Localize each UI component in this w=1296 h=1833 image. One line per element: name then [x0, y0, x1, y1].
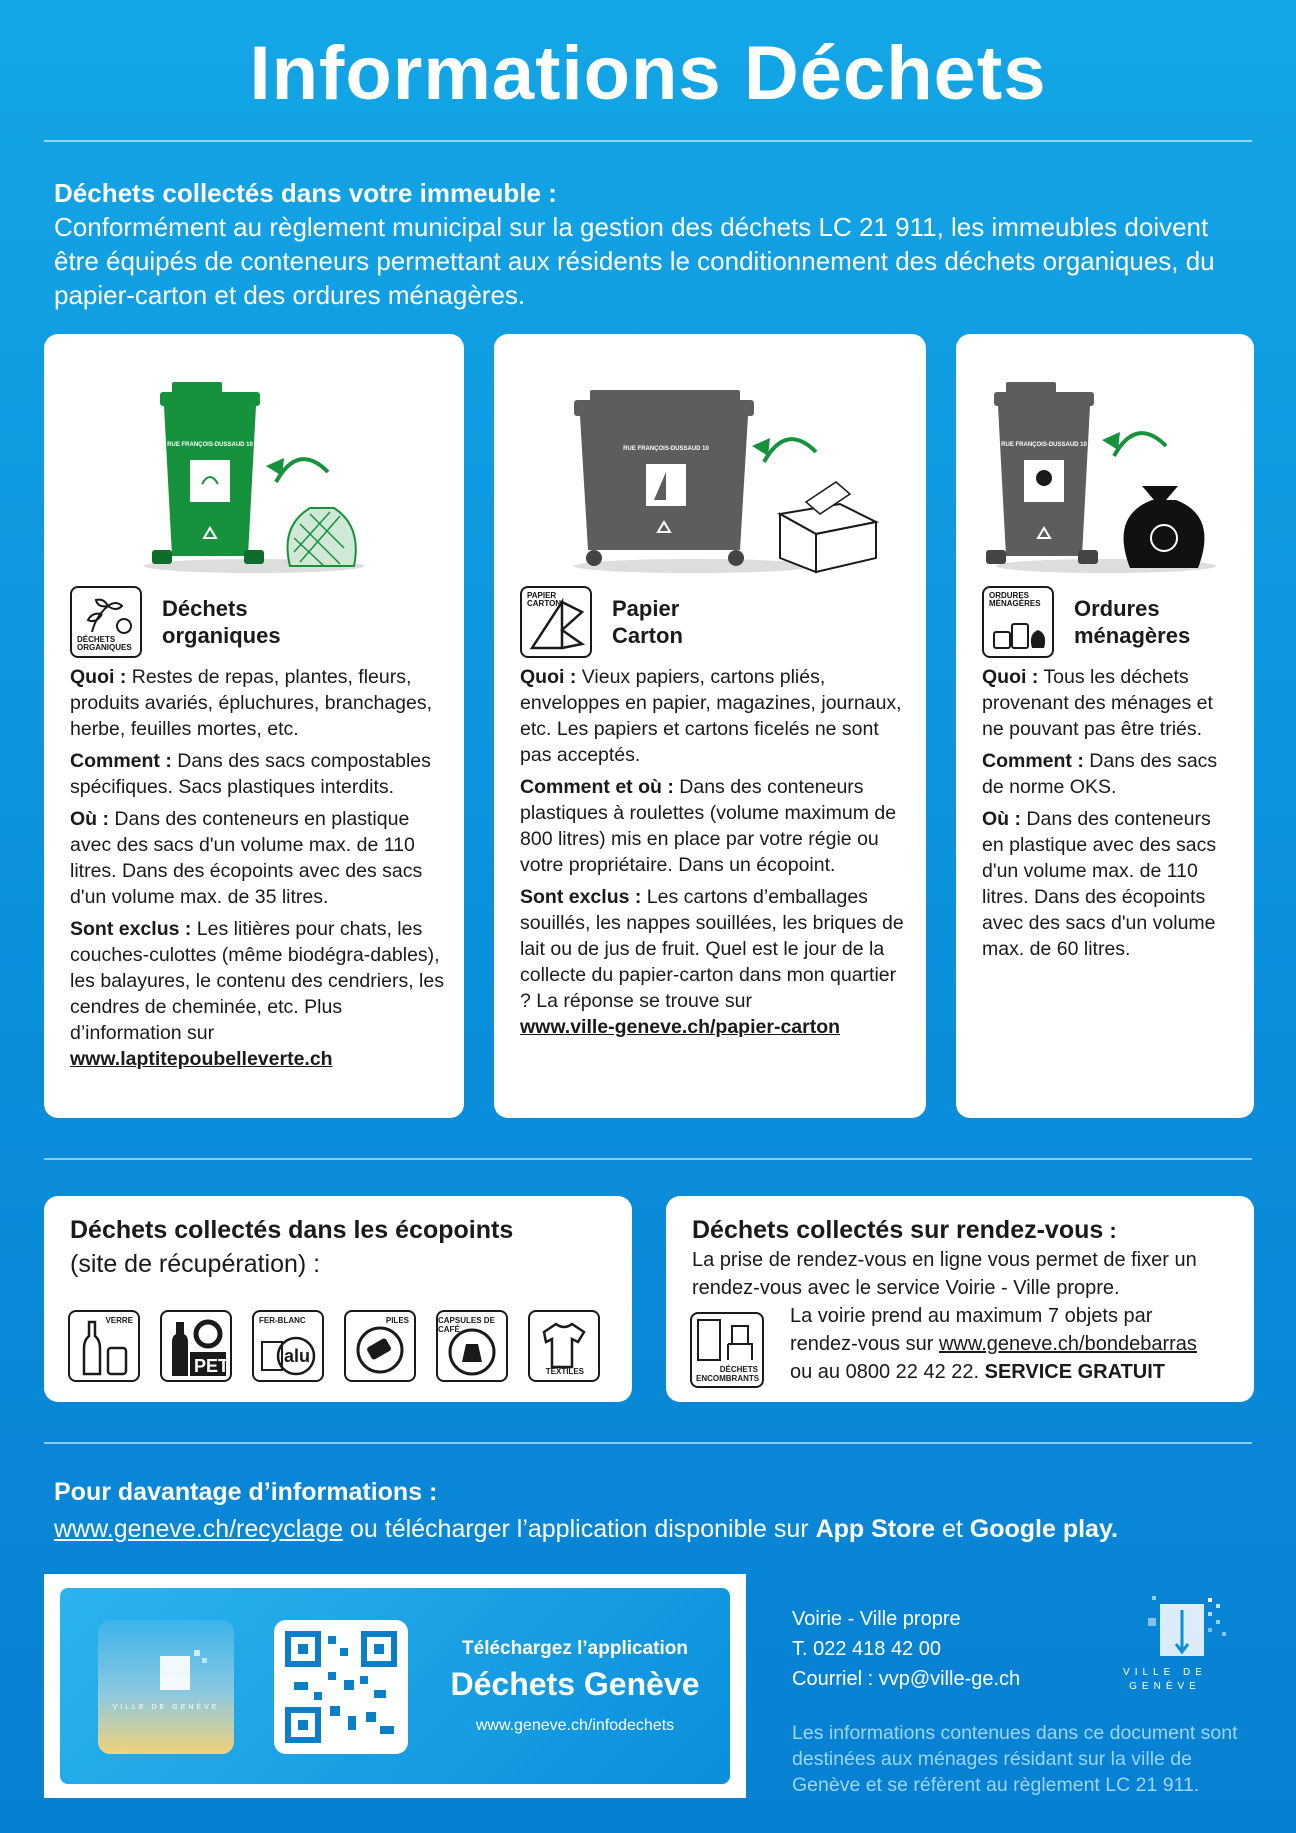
organiques-icon [70, 586, 142, 658]
encombrants-icon [690, 1312, 764, 1388]
ou-key: Où : [70, 808, 109, 830]
ville-geneve-logo [1072, 1588, 1258, 1698]
rdv-line3: ou au 0800 22 42 22. [790, 1361, 985, 1383]
capsules-caption: CAPSULES DE CAFÉ [438, 1316, 495, 1334]
divider [44, 140, 1252, 142]
contact-email[interactable]: Courriel : vvp@ville-ge.ch [792, 1668, 1021, 1690]
piles-icon [344, 1310, 416, 1382]
rdv-title-suffix: : [1103, 1218, 1117, 1243]
divider [44, 1158, 1252, 1160]
grey-container-illustration [494, 354, 926, 584]
quoi-key: Quoi : [982, 666, 1039, 688]
app-logo-text: VILLE DE GENÈVE [112, 1704, 220, 1711]
piles-caption: PILES [385, 1316, 409, 1325]
rdv-text: La prise de rendez-vous en ligne vous permet de fixer un rendez-vous avec le service Voirie - Ville propre. [692, 1249, 1197, 1299]
fer-blanc-alu-icon [252, 1310, 324, 1382]
ordures-icon [982, 586, 1054, 658]
bondebarras-link[interactable]: www.geneve.ch/bondebarras [938, 1333, 1197, 1355]
textiles-icon [528, 1310, 600, 1382]
card-title-2: organiques [162, 623, 281, 648]
comment-key: Comment : [70, 750, 172, 772]
rdv-details [790, 1302, 1197, 1386]
intro-text: Conformément au règlement municipal sur la gestion des déchets LC 21 911, les immeubles doivent être équipés de conteneurs permettant aux résidents le conditionnement des déchets organiques, du papier-carton et des ordures ménagères. [54, 212, 1215, 310]
comment-value: Dans des sacs de norme OKS. [982, 750, 1218, 798]
card-header [70, 586, 281, 658]
bin-address: RUE FRANÇOIS-DUSSAUD 10 [167, 442, 253, 448]
quoi-value: Tous les déchets provenant des ménages et ne pouvant pas être triés. [982, 666, 1213, 740]
contact-phone: T. 022 418 42 00 [792, 1638, 942, 1660]
google-play-link[interactable]: Google play. [969, 1515, 1118, 1543]
card-title-1: Papier [612, 596, 680, 621]
card-body [982, 664, 1234, 968]
ou-value: Dans des conteneurs en plastique avec des sacs d'un volume max. de 110 litres. Dans des écopoints avec des sacs d'un volume max. de 35 litres. [70, 808, 423, 908]
quoi-key: Quoi : [520, 666, 577, 688]
bin-address: RUE FRANÇOIS-DUSSAUD 10 [623, 446, 709, 452]
rdv-line2: rendez-vous sur [790, 1333, 939, 1355]
card-body [520, 664, 912, 1046]
logo-text [1080, 1666, 1250, 1694]
encombrants-caption: DÉCHETS ENCOMBRANTS [696, 1365, 760, 1383]
card-header [982, 586, 1190, 658]
exclus-value: Les litières pour chats, les couches-culottes (même biodégra-dables), les balayures, le contenu des cendriers, les cendres de cheminée, etc. Plus d’information sur [70, 918, 444, 1044]
papier-carton-link[interactable]: www.ville-geneve.ch/papier-carton [520, 1016, 841, 1038]
quoi-value: Restes de repas, plantes, fleurs, produits avariés, épluchures, branchages, herbe, feuilles mortes, etc. [70, 666, 433, 740]
more-heading: Pour davantage d’informations : [54, 1478, 438, 1506]
papier-carton-icon [520, 586, 592, 658]
black-bin-illustration [956, 354, 1254, 584]
quoi-key: Quoi : [70, 666, 127, 688]
fer-blanc-caption: FER-BLANC [259, 1316, 306, 1325]
card-organiques [44, 334, 464, 1118]
ecopoints-title: Déchets collectés dans les écopoints [70, 1216, 514, 1244]
green-bin-illustration [44, 354, 464, 584]
card-ordures [956, 334, 1254, 1118]
more-mid: ou télécharger l’application disponible sur [343, 1515, 816, 1543]
qr-code[interactable] [274, 1620, 408, 1754]
app-promo [44, 1574, 746, 1798]
ou-value: Dans des conteneurs en plastique avec des sacs d'un volume max. de 110 litres. Dans des écopoints avec des sacs d'un volume max. de 60 litres. [982, 808, 1217, 960]
page-title: Informations Déchets [249, 31, 1047, 116]
more-info [54, 1474, 1118, 1548]
comment-key: Comment et où : [520, 776, 674, 798]
intro-heading: Déchets collectés dans votre immeuble : [54, 178, 557, 208]
pet-label: PET [194, 1356, 230, 1376]
ecopoints-box [44, 1196, 632, 1402]
card-title-2: ménagères [1074, 623, 1191, 648]
app-store-link[interactable]: App Store [815, 1515, 936, 1543]
rdv-title: Déchets collectés sur rendez-vous [692, 1216, 1104, 1244]
card-title-1: Ordures [1074, 596, 1160, 621]
intro [54, 176, 1254, 312]
pet-icon [160, 1310, 232, 1382]
exclus-value: Les cartons d’emballages souillés, les nappes souillées, les briques de lait ou de jus de fruit. Quel est le jour de la collecte du papier-carton dans mon quartier ? La réponse se trouve sur [520, 886, 904, 1012]
comment-value: Dans des sacs compostables spécifiques. Sacs plastiques interdits. [70, 750, 431, 798]
app-logo-icon[interactable] [98, 1620, 234, 1754]
card-title-2: Carton [612, 623, 683, 648]
rdv-line1: La voirie prend au maximum 7 objets par [790, 1305, 1153, 1327]
card-body [70, 664, 446, 1078]
capsules-cafe-icon [436, 1310, 508, 1382]
logo-line1: VILLE DE [1123, 1667, 1207, 1678]
comment-key: Comment : [982, 750, 1084, 772]
service-gratuit: SERVICE GRATUIT [984, 1361, 1166, 1383]
app-banner [60, 1588, 730, 1784]
ecopoints-subtitle: (site de récupération) : [70, 1250, 321, 1278]
contact-service: Voirie - Ville propre [792, 1608, 961, 1630]
alu-label: alu [284, 1346, 311, 1366]
verre-icon [68, 1310, 140, 1382]
card-header [520, 586, 683, 658]
exclus-key: Sont exclus : [70, 918, 192, 940]
exclus-key: Sont exclus : [520, 886, 642, 908]
card-papier-carton [494, 334, 926, 1118]
app-download: Téléchargez l’application [462, 1638, 688, 1659]
more-et: et [935, 1515, 970, 1543]
logo-line2: GENÈVE [1129, 1681, 1201, 1692]
disclaimer: Les informations contenues dans ce document sont destinées aux ménages résidant sur la ville de Genève et se réfèrent au règlement LC 21 911. [792, 1722, 1238, 1796]
card-title-1: Déchets [162, 596, 248, 621]
quoi-value: Vieux papiers, cartons pliés, enveloppes en papier, magazines, journaux, etc. Les papiers et cartons ficelés ne sont pas acceptés. [520, 666, 902, 766]
bin-address: RUE FRANÇOIS-DUSSAUD 10 [1001, 442, 1087, 448]
ou-key: Où : [982, 808, 1021, 830]
app-text [430, 1638, 720, 1735]
organiques-icon-caption: DÉCHETS ORGANIQUES [77, 635, 132, 652]
ordures-icon-caption: ORDURES MÉNAGÈRES [989, 591, 1041, 608]
rdv-title-wrap [692, 1216, 1117, 1245]
laptitepoubelleverte-link[interactable]: www.laptitepoubelleverte.ch [70, 1048, 333, 1070]
rendez-vous-box [666, 1196, 1254, 1402]
app-url[interactable]: www.geneve.ch/infodechets [475, 1717, 675, 1734]
comment-value: Dans des conteneurs plastiques à roulettes (volume maximum de 800 litres) mis en place par votre régie ou votre propriétaire. Dans un écopoint. [520, 776, 897, 876]
textiles-caption: TEXTILES [545, 1367, 584, 1376]
contact-info [792, 1604, 1020, 1694]
verre-caption: VERRE [105, 1316, 133, 1325]
papier-carton-icon-caption: PAPIER CARTON [527, 591, 562, 608]
recyclage-link[interactable]: www.geneve.ch/recyclage [54, 1515, 344, 1543]
divider [44, 1442, 1252, 1444]
app-name: Déchets Genève [450, 1666, 700, 1702]
